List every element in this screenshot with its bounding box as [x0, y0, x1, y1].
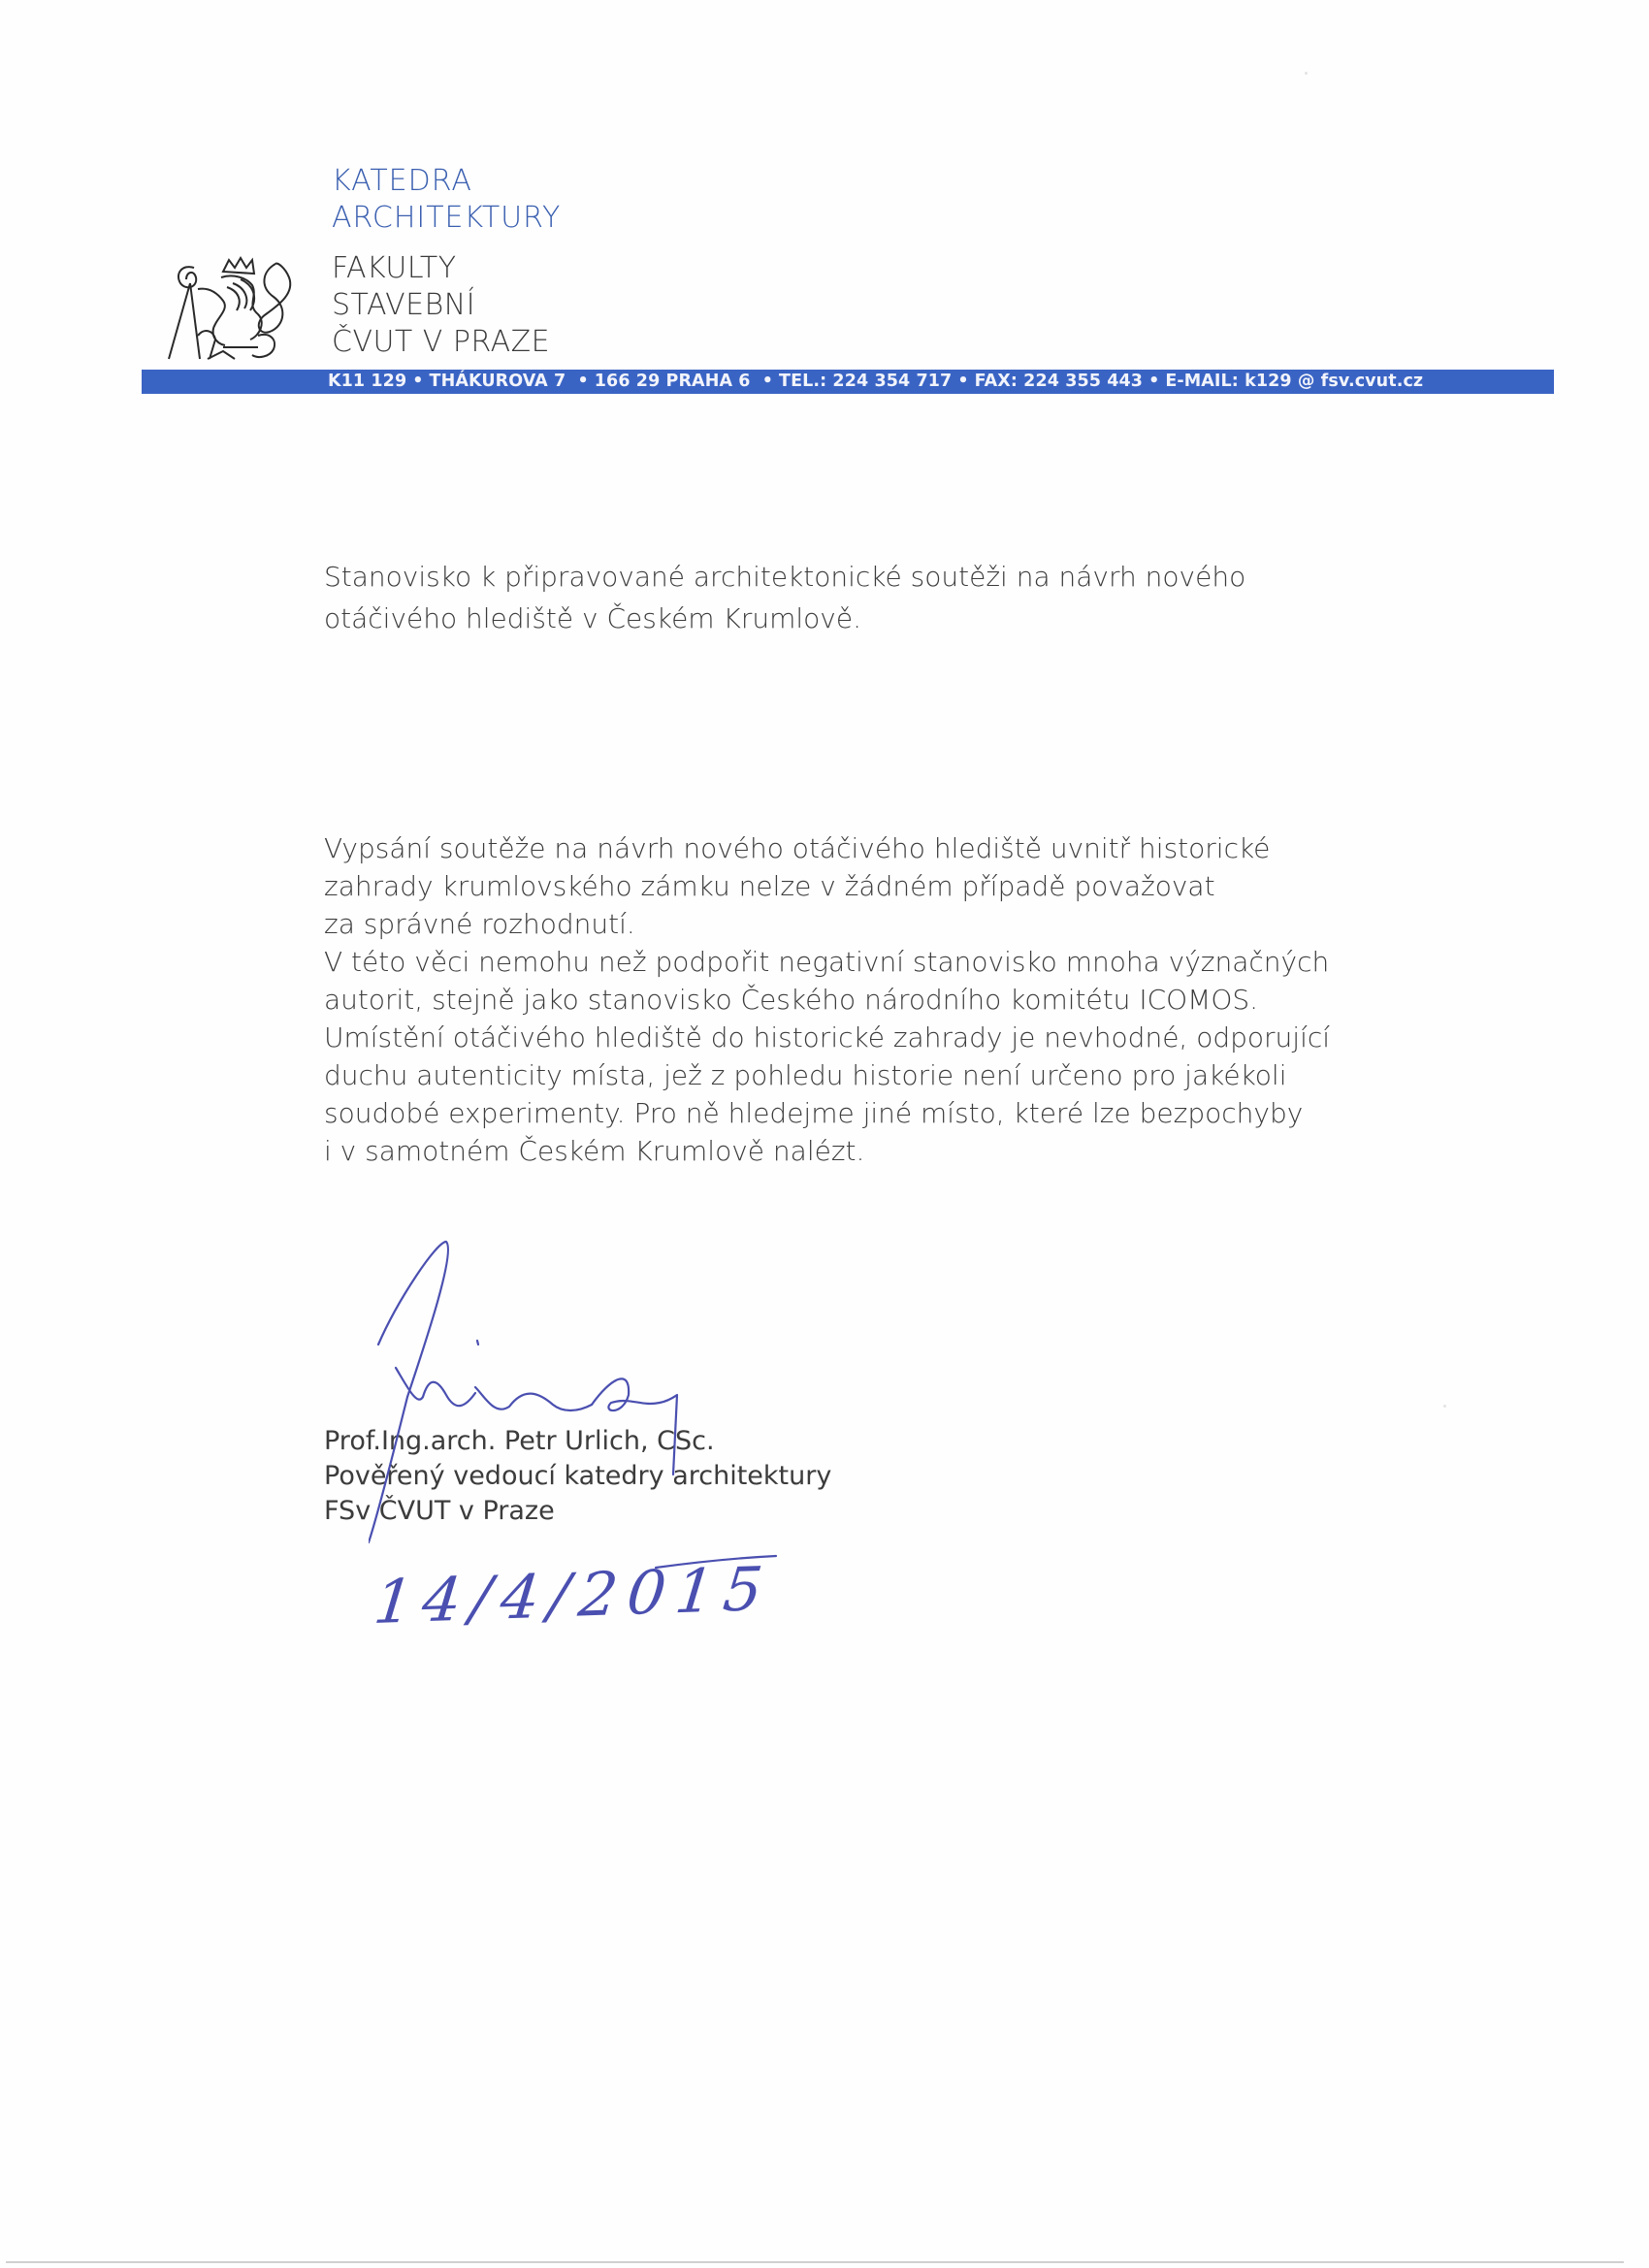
address-bar [142, 370, 1554, 394]
faculty-line: ČVUT V PRAZE [332, 325, 551, 359]
address-text [328, 370, 1423, 394]
address-city: 166 29 PRAHA 6 [594, 372, 751, 391]
bullet-separator: • [756, 372, 774, 391]
handwritten-date-text: 14/4/2015 [371, 1552, 776, 1637]
faculty-name [332, 250, 550, 361]
letter-title [324, 556, 1245, 639]
signatory-position: Pověřený vedoucí katedry architektury [324, 1461, 832, 1491]
department-line: KATEDRA [332, 164, 472, 198]
body-line: autorit, stejně jako stanovisko Českého národního komitétu ICOMOS. [324, 984, 1259, 1016]
address-street: THÁKUROVA 7 [429, 372, 566, 391]
body-line: zahrady krumlovského zámku nelze v žádném případě považovat [324, 870, 1215, 902]
signatory-name: Prof.Ing.arch. Petr Urlich, CSc. [324, 1426, 715, 1456]
faculty-line: STAVEBNÍ [332, 288, 476, 322]
title-line: Stanovisko k připravované architektonické soutěži na návrh nového [324, 561, 1246, 593]
handwritten-date [369, 1550, 815, 1657]
department-name [332, 163, 561, 237]
title-line: otáčivého hlediště v Českém Krumlově. [324, 602, 861, 634]
scan-speck [1443, 1405, 1446, 1408]
scan-speck [1305, 72, 1308, 75]
department-line: ARCHITEKTURY [332, 201, 562, 235]
body-line: Vypsání soutěže na návrh nového otáčivého hlediště uvnitř historické [324, 832, 1271, 864]
body-line: soudobé experimenty. Pro ně hledejme jiné místo, které lze bezpochyby [324, 1097, 1304, 1129]
address-phone: TEL.: 224 354 717 [779, 372, 953, 391]
handwritten-signature [369, 1222, 834, 1571]
body-line: V této věci nemohu než podpořit negativní stanovisko mnoha význačných [324, 946, 1330, 978]
cvut-lion-logo-icon [165, 254, 310, 363]
bullet-separator: • [957, 372, 969, 391]
bullet-separator: • [412, 372, 424, 391]
page-bottom-edge [6, 2261, 1624, 2263]
address-fax: FAX: 224 355 443 [974, 372, 1144, 391]
address-room: K11 129 [328, 372, 407, 391]
body-line: duchu autenticity místa, jež z pohledu historie není určeno pro jakékoli [324, 1059, 1287, 1091]
address-email[interactable]: E-MAIL: k129 @ fsv.cvut.cz [1165, 372, 1424, 391]
body-line: za správné rozhodnutí. [324, 908, 635, 940]
bullet-separator: • [1148, 372, 1160, 391]
signatory-institution: FSv ČVUT v Praze [324, 1496, 555, 1526]
body-line: Umístění otáčivého hlediště do historické zahrady je nevhodné, odporující [324, 1021, 1331, 1053]
faculty-line: FAKULTY [332, 251, 457, 285]
bullet-separator: • [571, 372, 589, 391]
letter-body [324, 829, 1330, 1170]
body-line: i v samotném Českém Krumlově nalézt. [324, 1135, 865, 1167]
